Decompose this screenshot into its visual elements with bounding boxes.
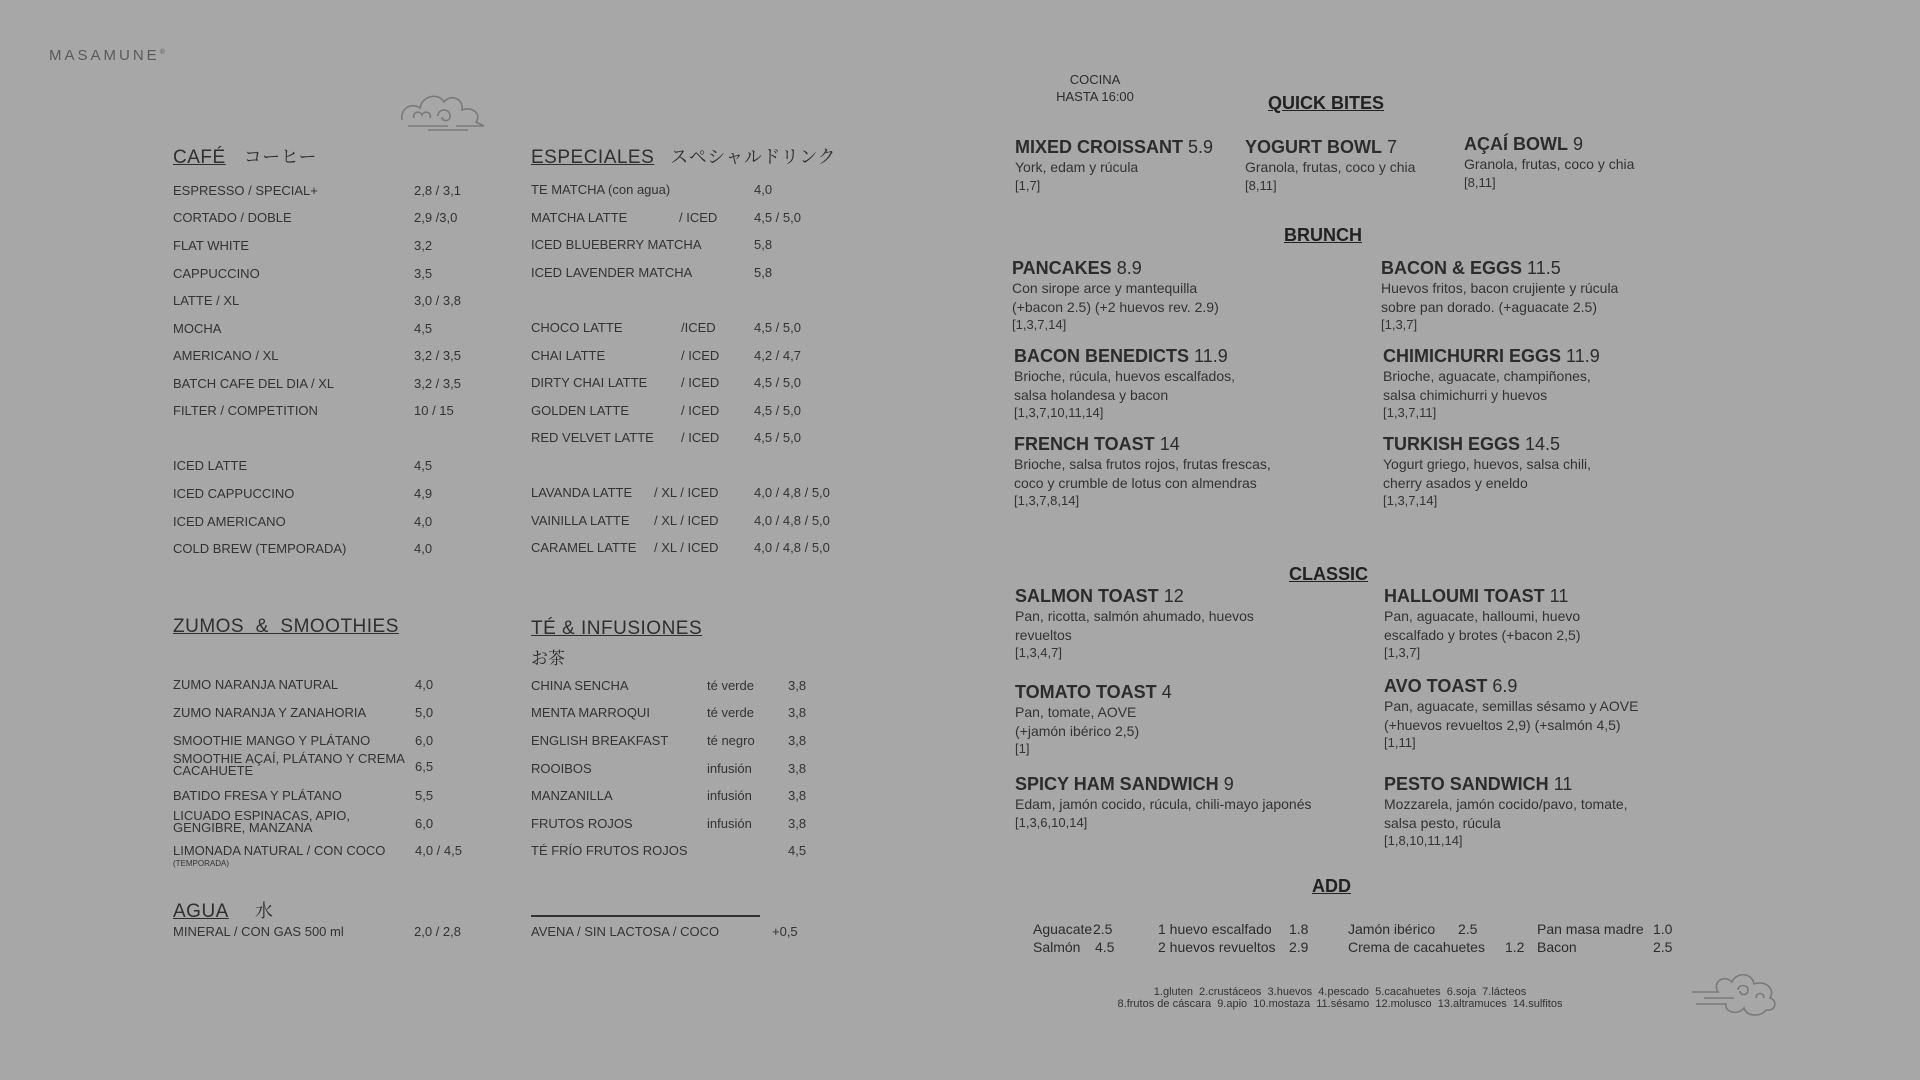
kitchen-hours: COCINA HASTA 16:00 bbox=[1056, 72, 1134, 104]
section-title-add: ADD bbox=[1312, 876, 1351, 896]
dish-french-toast: FRENCH TOAST 14 Brioche, salsa frutos rojos, frutas frescas, coco y crumble de lotus con almendras [1,3,7,8,14] bbox=[1014, 434, 1271, 508]
section-title-brunch: BRUNCH bbox=[1284, 225, 1362, 245]
dish-halloumi-toast: HALLOUMI TOAST 11 Pan, aguacate, halloumi, huevo escalfado y brotes (+bacon 2,5) [1,3,7] bbox=[1384, 586, 1581, 660]
allergen-legend: 1.gluten 2.crustáceos 3.huevos 4.pescado 5.cacahuetes 6.soja 7.lácteos 8.frutos de cáscara 9.apio 10.mostaza 11.sésamo 12.molusco 13.altramuces 14.sulfitos bbox=[1117, 986, 1563, 1010]
cloud-decoration-icon bbox=[1690, 970, 1782, 1020]
brand-logo: MASAMUNE® bbox=[49, 47, 168, 64]
dish-mixed-croissant: MIXED CROISSANT 5.9 York, edam y rúcula [1,7] bbox=[1015, 137, 1214, 193]
section-title-agua-jp: 水 bbox=[254, 901, 274, 922]
dish-spicy-ham-sandwich: SPICY HAM SANDWICH 9 Edam, jamón cocido, rúcula, chili-mayo japonés [1,3,6,10,14] bbox=[1015, 774, 1312, 830]
dish-turkish-eggs: TURKISH EGGS 14.5 Yogurt griego, huevos, salsa chili, cherry asados y eneldo [1,3,7,14] bbox=[1383, 434, 1592, 508]
dish-pesto-sandwich: PESTO SANDWICH 11 Mozzarela, jamón cocido/pavo, tomate, salsa pesto, rúcula [1,8,10,11,14] bbox=[1384, 774, 1628, 848]
section-title-classic: CLASSIC bbox=[1289, 564, 1369, 584]
dish-salmon-toast: SALMON TOAST 12 Pan, ricotta, salmón ahumado, huevos revueltos [1,3,4,7] bbox=[1015, 586, 1254, 660]
section-title-agua: AGUA 水 bbox=[173, 897, 273, 923]
section-title-te-jp: お茶 bbox=[531, 649, 565, 669]
section-title-cafe-jp: コーヒー bbox=[243, 147, 317, 168]
dish-acai-bowl: AÇAÍ BOWL 9 Granola, frutas, coco y chia [8,11] bbox=[1464, 134, 1635, 190]
section-title-zumos: ZUMOS & SMOOTHIES bbox=[173, 616, 399, 637]
dish-chimichurri-eggs: CHIMICHURRI EGGS 11.9 Brioche, aguacate, champiñones, salsa chimichurri y huevos [1,3,7,11] bbox=[1383, 346, 1600, 420]
divider bbox=[531, 915, 760, 917]
dish-yogurt-bowl: YOGURT BOWL 7 Granola, frutas, coco y chia [8,11] bbox=[1245, 137, 1416, 193]
dish-pancakes: PANCAKES 8.9 Con sirope arce y mantequilla (+bacon 2.5) (+2 huevos rev. 2.9) [1,3,7,14] bbox=[1012, 258, 1219, 332]
cloud-decoration-icon bbox=[398, 86, 490, 134]
section-title-te: TÉ & INFUSIONES bbox=[531, 618, 703, 639]
section-title-quick-bites: QUICK BITES bbox=[1268, 93, 1385, 113]
dish-bacon-benedicts: BACON BENEDICTS 11.9 Brioche, rúcula, huevos escalfados, salsa holandesa y bacon [1,3,7,10,11,14] bbox=[1014, 346, 1236, 420]
section-title-especiales: ESPECIALES スペシャルドリンク bbox=[531, 143, 836, 169]
dish-tomato-toast: TOMATO TOAST 4 Pan, tomate, AOVE (+jamón ibérico 2,5) [1] bbox=[1015, 682, 1172, 756]
dish-avo-toast: AVO TOAST 6.9 Pan, aguacate, semillas sésamo y AOVE (+huevos revueltos 2,9) (+salmón 4,5) [1,11] bbox=[1384, 676, 1639, 750]
section-title-especiales-jp: スペシャルドリンク bbox=[670, 147, 837, 168]
dish-bacon-eggs: BACON & EGGS 11.5 Huevos fritos, bacon crujiente y rúcula sobre pan dorado. (+aguacate 2.5) [1,3,7] bbox=[1381, 258, 1619, 332]
section-title-cafe: CAFÉ コーヒー bbox=[173, 143, 317, 169]
